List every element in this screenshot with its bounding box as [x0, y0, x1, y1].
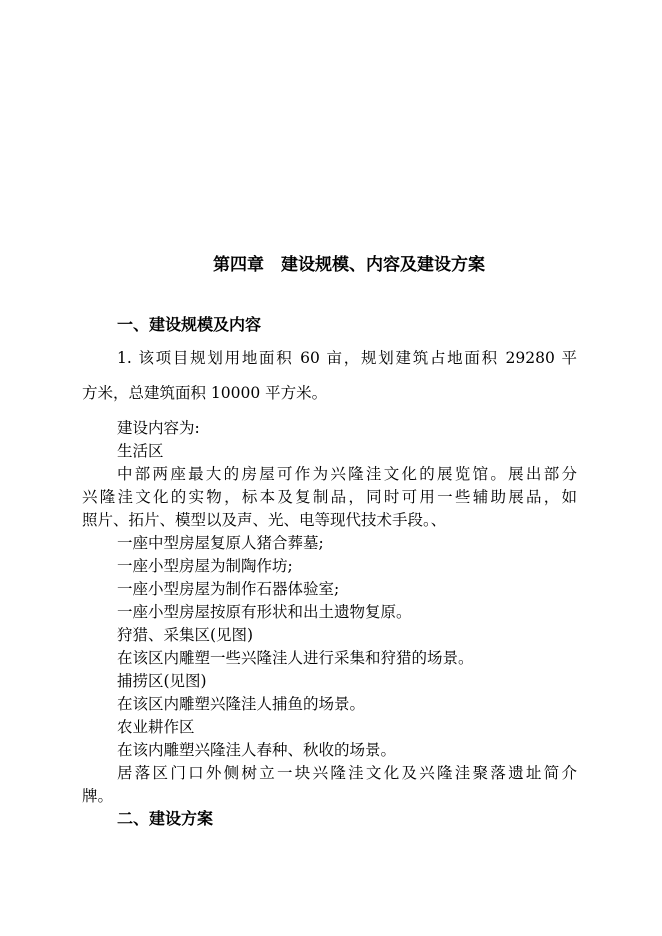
- section-heading-construction-plan: 二、建设方案: [117, 809, 214, 828]
- living-area-item: 一座小型房屋按原有形状和出土遗物复原。: [117, 603, 412, 621]
- living-area-title: 生活区: [117, 442, 164, 460]
- farming-area-title: 农业耕作区: [117, 718, 195, 736]
- settlement-line-2: 牌。: [82, 787, 114, 805]
- living-area-item: 一座小型房屋为制作石器体验室;: [117, 580, 340, 598]
- settlement-line-1: 居落区门口外侧树立一块兴隆洼文化及兴隆洼聚落遗址简介: [117, 764, 577, 782]
- paragraph-land-area-line-1: 1. 该项目规划用地面积 60 亩，规划建筑占地面积 29280 平: [117, 349, 577, 367]
- section-heading-scale-content: 一、建设规模及内容: [117, 315, 262, 334]
- living-area-item: 一座小型房屋为制陶作坊;: [117, 557, 293, 575]
- fishing-area-desc: 在该区内雕塑兴隆洼人捕鱼的场景。: [117, 695, 366, 713]
- farming-area-desc: 在该内雕塑兴隆洼人春种、秋收的场景。: [117, 741, 397, 759]
- living-area-desc-line-1: 中部两座最大的房屋可作为兴隆洼文化的展览馆。展出部分: [117, 465, 577, 483]
- fishing-area-title: 捕捞区(见图): [117, 672, 207, 690]
- hunting-area-desc: 在该区内雕塑一些兴隆洼人进行采集和狩猎的场景。: [117, 649, 474, 667]
- living-area-desc-line-2: 兴隆洼文化的实物，标本及复制品，同时可用一些辅助展品，如: [82, 488, 577, 506]
- living-area-item: 一座中型房屋复原人猪合葬墓;: [117, 534, 324, 552]
- living-area-desc-line-3: 照片、拓片、模型以及声、光、电等现代技术手段。、: [82, 511, 447, 529]
- paragraph-land-area-line-2: 方米，总建筑面积 10000 平方米。: [82, 384, 328, 402]
- chapter-title: 第四章 建设规模、内容及建设方案: [213, 255, 485, 275]
- content-intro: 建设内容为:: [117, 419, 200, 437]
- hunting-area-title: 狩猎、采集区(见图): [117, 626, 254, 644]
